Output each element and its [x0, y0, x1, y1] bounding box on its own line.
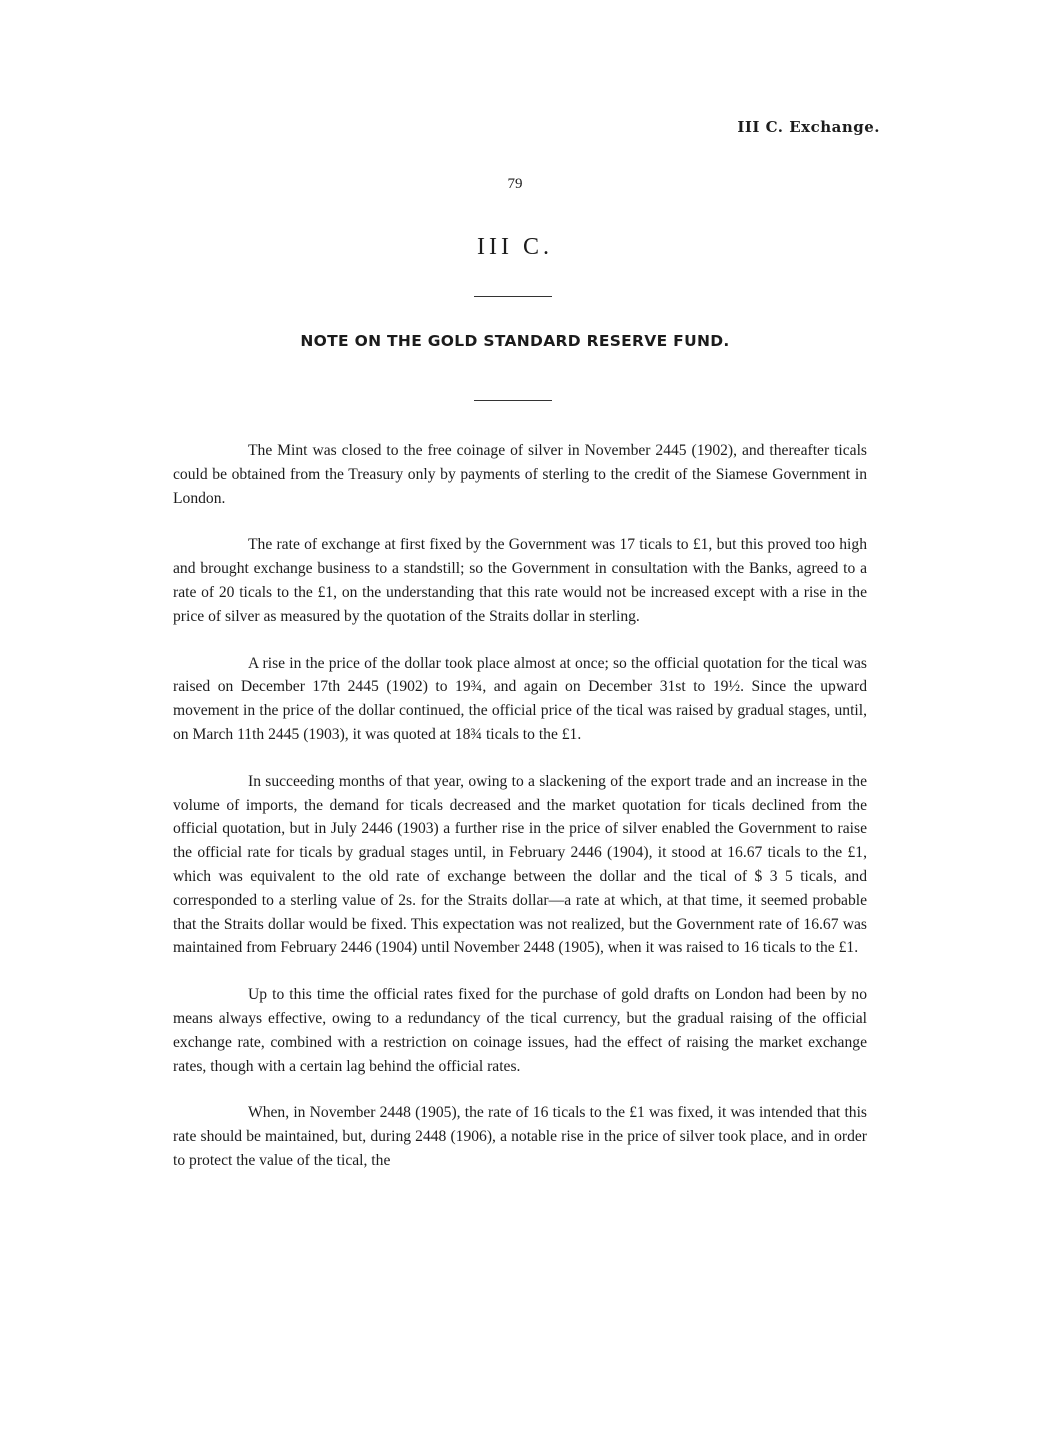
running-head: III C. Exchange.: [737, 118, 880, 136]
section-heading: III C.: [477, 234, 553, 260]
paragraph-3: A rise in the price of the dollar took place almost at once; so the official quotation for the tical was raised on December 17th 2445 (1902) to 19¾, and again on December 31st to 19½. Since the upward movement in the price of the dollar continued, the official price of the tical was raised by gradual stages, until, on March 11th 2445 (1903), it was quoted at 18¾ ticals to the £1.: [173, 654, 867, 743]
body-text: [173, 439, 867, 1196]
paragraph-4: In succeeding months of that year, owing to a slackening of the export trade and an increase in the volume of imports, the demand for ticals decreased and the market quotation for ticals declined from the official quotation, but in July 2446 (1903) a further rise in the price of silver enabled the Government to raise the official rate for ticals by gradual stages until, in February 2446 (1904), it stood at 16.67 ticals to the £1, which was equivalent to the old rate of exchange between the dollar and the tical of $ 3 5 ticals, and corresponded to a sterling value of 2s. for the Straits dollar—a rate at which, at that time, it seemed probable that the Straits dollar would be fixed. This expectation was not realized, but the Government rate of 16.67 was maintained from February 2446 (1904) until November 2448 (1905), when it was raised to 16 ticals to the £1.: [173, 772, 867, 957]
page-number: 79: [507, 176, 523, 192]
paragraph-6: When, in November 2448 (1905), the rate of 16 ticals to the £1 was fixed, it was intended that this rate should be maintained, but, during 2448 (1906), a notable rise in the price of silver took place, and in order to protect the value of the tical, the: [173, 1104, 867, 1169]
paragraph-5: Up to this time the official rates fixed for the purchase of gold drafts on London had been by no means always effective, owing to a redundancy of the tical currency, but the gradual raising of the official exchange rate, combined with a restriction on coinage issues, had the effect of raising the market exchange rates, though with a certain lag behind the official rates.: [173, 986, 867, 1075]
divider-rule-bottom: [474, 400, 552, 401]
paragraph-1: The Mint was closed to the free coinage of silver in November 2445 (1902), and thereafter ticals could be obtained from the Treasury only by payments of sterling to the credit of the Siamese Government in London.: [173, 442, 867, 507]
divider-rule-top: [474, 296, 552, 297]
note-title: NOTE ON THE GOLD STANDARD RESERVE FUND.: [300, 332, 730, 350]
paragraph-2: The rate of exchange at first fixed by the Government was 17 ticals to £1, but this proved too high and brought exchange business to a standstill; so the Government in consultation with the Banks, agreed to a rate of 20 ticals to the £1, on the understanding that this rate would not be increased except with a rise in the price of silver as measured by the quotation of the Straits dollar in sterling.: [173, 536, 867, 625]
